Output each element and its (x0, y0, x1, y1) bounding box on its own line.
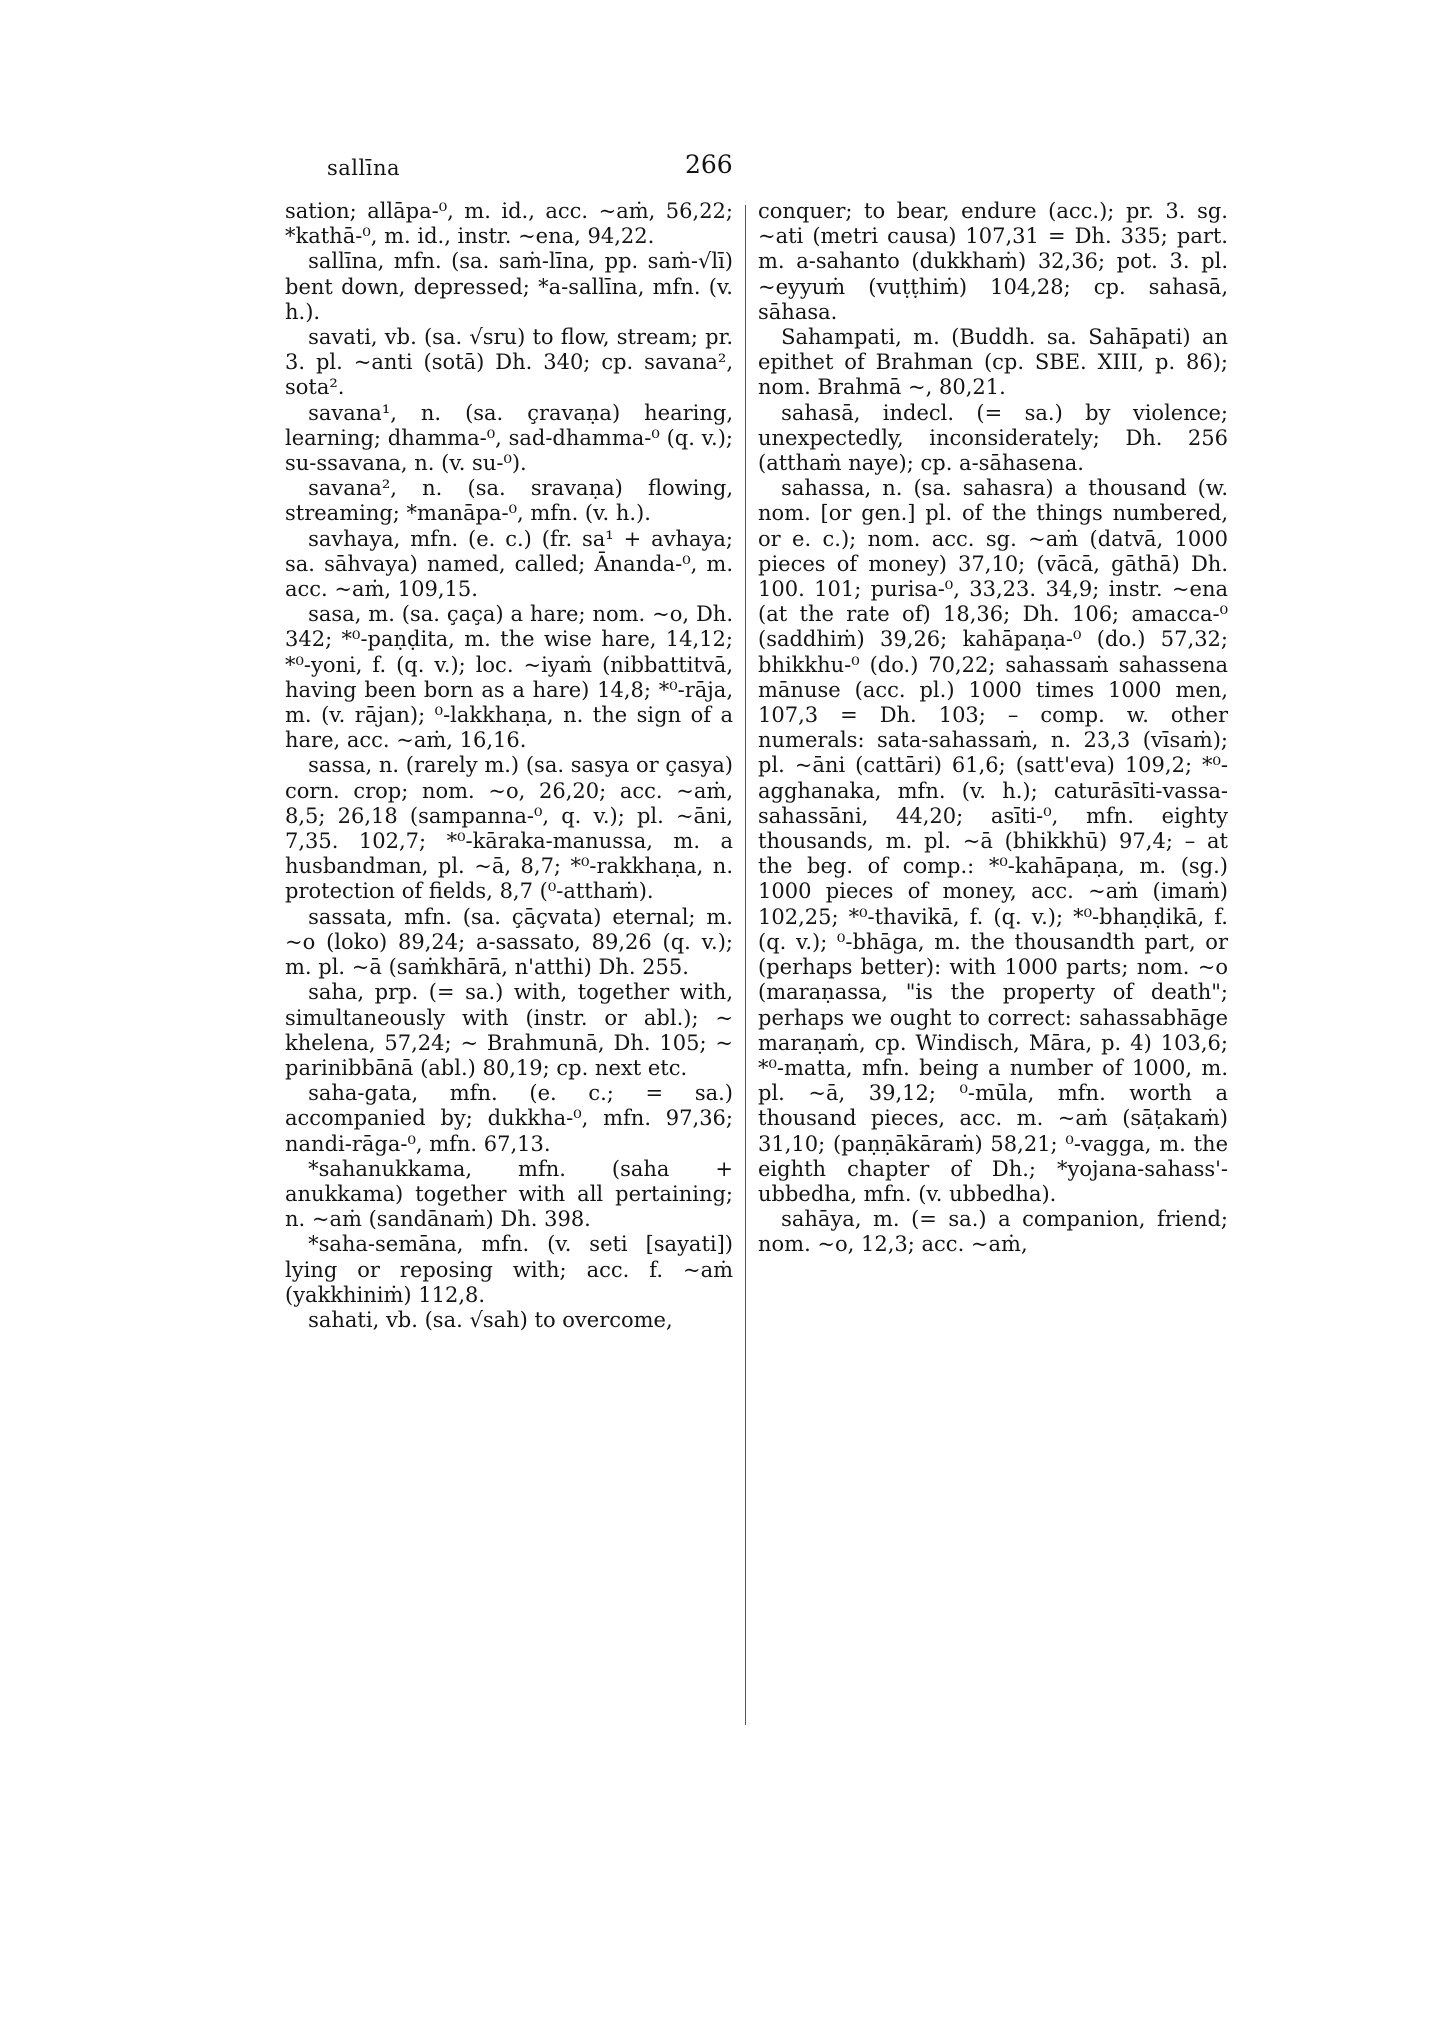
entry: sallīna, mfn. (sa. saṁ-līna, pp. saṁ-√lī) bent down, depressed; *a-sallīna, mfn. (v. h.). (285, 249, 733, 324)
right-column (758, 199, 1228, 1258)
entry: sahati, vb. (sa. √sah) to overcome, (308, 1307, 673, 1332)
entry: savana², n. (sa. sravaṇa) flowing, streaming; *manāpa-⁰, mfn. (v. h.). (285, 476, 733, 526)
entry: sahasā, indecl. (= sa.) by violence; unexpectedly, inconsiderately; Dh. 256 (atthaṁ naye); cp. a-sāhasena. (758, 400, 1228, 476)
entry: *saha-semāna, mfn. (v. seti [sayati]) lying or reposing with; acc. f. ~aṁ (yakkhiniṁ) 112,8. (285, 1232, 733, 1307)
entry: savana¹, n. (sa. çravaṇa) hearing, learning; dhamma-⁰, sad-dhamma-⁰ (q. v.); su-ssavana, n. (v. su-⁰). (285, 400, 733, 476)
entry: saha-gata, mfn. (e. c.; = sa.) accompanied by; dukkha-⁰, mfn. 97,36; nandi-rāga-⁰, mfn. 67,13. (285, 1081, 733, 1156)
entry: sassa, n. (rarely m.) (sa. sasya or çasya) corn. crop; nom. ~o, 26,20; acc. ~aṁ, 8,5; 26,18 (sampanna-⁰, q. v.); pl. ~āni, 7,35. 102,7; *⁰-kāraka-manussa, m. a husbandman, pl. ~ā, 8,7; *⁰-rakkhaṇa, n. protection of fields, 8,7 (⁰-atthaṁ). (285, 753, 733, 904)
entry: *sahanukkama, mfn. (saha + anukkama) together with all pertaining; n. ~aṁ (sandānaṁ) Dh. 398. (285, 1156, 733, 1232)
entry: Sahampati, m. (Buddh. sa. Sahāpati) an epithet of Brahman (cp. SBE. XIII, p. 86); nom. Brahmā ~, 80,21. (758, 325, 1228, 400)
running-head: sallīna (327, 156, 400, 180)
entry: savati, vb. (sa. √sru) to flow, stream; pr. 3. pl. ~anti (sotā) Dh. 340; cp. savana², sota². (285, 325, 733, 400)
entry: sasa, m. (sa. çaça) a hare; nom. ~o, Dh. 342; *⁰-paṇḍita, m. the wise hare, 14,12; *⁰-yoni, f. (q. v.); loc. ~iyaṁ (nibbattitvā, having been born as a hare) 14,8; *⁰-rāja, m. (v. rājan); ⁰-lakkhaṇa, n. the sign of a hare, acc. ~aṁ, 16,16. (285, 602, 733, 753)
entry: sahassa, n. (sa. sahasra) a thousand (w. nom. [or gen.] pl. of the things numbered, or e. c.); nom. acc. sg. ~aṁ (datvā, 1000 pieces of money) 37,10; (vācā, gāthā) Dh. 100. 101; purisa-⁰, 33,23. 34,9; instr. ~ena (at the rate of) 18,36; Dh. 106; amacca-⁰ (saddhiṁ) 39,26; kahāpaṇa-⁰ (do.) 57,32; bhikkhu-⁰ (do.) 70,22; sahassaṁ sahassena mānuse (acc. pl.) 1000 times 1000 men, 107,3 = Dh. 103; – comp. w. other numerals: sata-sahassaṁ, n. 23,3 (vīsaṁ); pl. ~āni (cattāri) 61,6; (satt'eva) 109,2; *⁰-agghanaka, mfn. (v. h.); caturāsīti-vassa-sahassāni, 44,20; asīti-⁰, mfn. eighty thousands, m. pl. ~ā (bhikkhū) 97,4; – at the beg. of comp.: *⁰-kahāpaṇa, m. (sg.) 1000 pieces of money, acc. ~aṁ (imaṁ) 102,25; *⁰-thavikā, f. (q. v.); *⁰-bhaṇḍikā, f. (q. v.); ⁰-bhāga, m. the thousandth part, or (perhaps better): with 1000 parts; nom. ~o (maraṇassa, "is the property of death"; perhaps we ought to correct: sahassabhāge maraṇaṁ, cp. Windisch, Māra, p. 4) 103,6; *⁰-matta, mfn. being a number of 1000, m. pl. ~ā, 39,12; ⁰-mūla, mfn. worth a thousand pieces, acc. m. ~aṁ (sāṭakaṁ) 31,10; (paṇṇākāraṁ) 58,21; ⁰-vagga, m. the eighth chapter of Dh.; *yojana-sahass'-ubbedha, mfn. (v. ubbedha). (758, 476, 1228, 1206)
entry: sahāya, m. (= sa.) a companion, friend; nom. ~o, 12,3; acc. ~aṁ, (758, 1207, 1228, 1257)
left-column (285, 199, 733, 1333)
entry: sation; allāpa-⁰, m. id., acc. ~aṁ, 56,22; *kathā-⁰, m. id., instr. ~ena, 94,22. (285, 199, 733, 249)
entry: savhaya, mfn. (e. c.) (fr. sa¹ + avhaya; sa. sāhvaya) named, called; Ānanda-⁰, m. acc. ~aṁ, 109,15. (285, 526, 733, 602)
entry: conquer; to bear, endure (acc.); pr. 3. sg. ~ati (metri causa) 107,31 = Dh. 335; part. m. a-sahanto (dukkhaṁ) 32,36; pot. 3. pl. ~eyyuṁ (vuṭṭhiṁ) 104,28; cp. sahasā, sāhasa. (758, 199, 1228, 324)
entry: saha, prp. (= sa.) with, together with, simultaneously with (instr. or abl.); ~ khelena, 57,24; ~ Brahmunā, Dh. 105; ~ parinibbānā (abl.) 80,19; cp. next etc. (285, 980, 733, 1080)
column-divider (745, 205, 746, 1725)
entry: sassata, mfn. (sa. çāçvata) eternal; m. ~o (loko) 89,24; a-sassato, 89,26 (q. v.); m. pl. ~ā (saṁkhārā, n'atthi) Dh. 255. (285, 904, 733, 980)
page-number: 266 (685, 150, 733, 179)
